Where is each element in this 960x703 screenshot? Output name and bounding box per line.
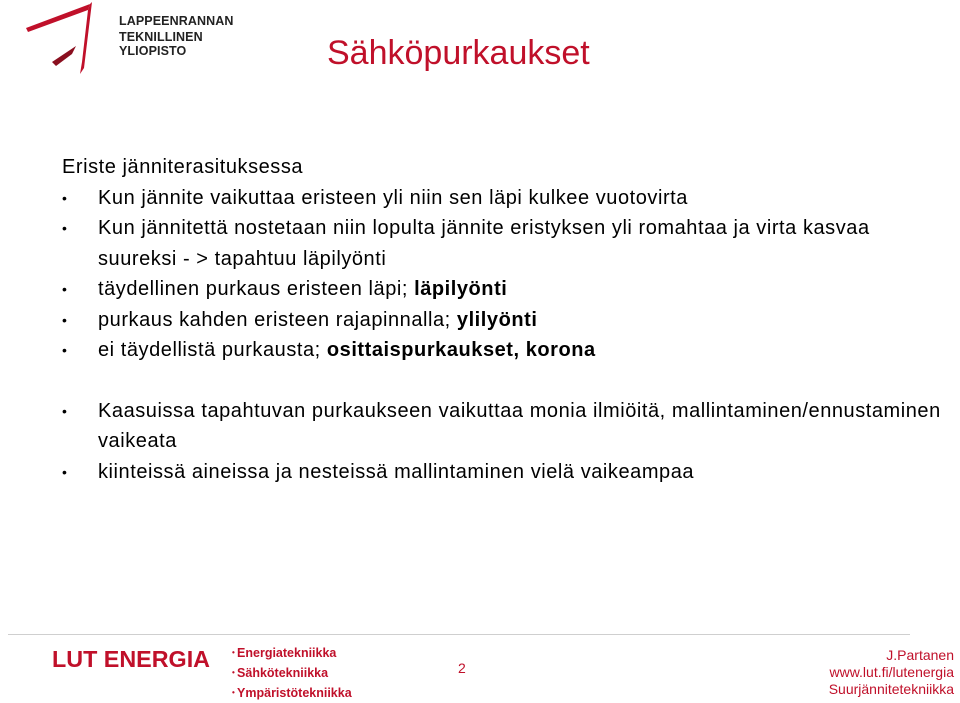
slide-content	[62, 152, 942, 487]
bullet-text: ei täydellistä purkausta;	[98, 339, 327, 361]
bullet-list-1	[62, 183, 942, 366]
bullet-text: purkaus kahden eristeen rajapinnalla;	[98, 308, 457, 331]
bullet-text: Kun jännitettä nostetaan niin lopulta jännite eristyksen yli romahtaa ja virta kasvaa suureksi - > tapahtuu läpilyönti	[98, 217, 870, 270]
bullet-list-2	[62, 396, 942, 488]
bullet-text: Kun jännite vaikuttaa eristeen yli niin sen läpi kulkee vuotovirta	[98, 186, 688, 209]
department-environmental: • Ympäristötekniikka	[232, 683, 352, 703]
lead-text: Eriste jänniterasituksessa	[62, 156, 304, 178]
unit-name: Suurjännitetekniikka	[828, 681, 954, 697]
bullet-dot-icon: •	[62, 220, 68, 236]
footer-divider	[8, 634, 910, 635]
bullet-dot-icon: •	[62, 402, 68, 419]
bullet-text: täydellinen purkaus eristeen läpi;	[98, 278, 415, 300]
bullet-dot-icon: •	[62, 342, 68, 358]
bullet-emphasis: ylilyönti	[456, 308, 538, 331]
bullet-item	[62, 183, 942, 214]
page-number: 2	[458, 660, 466, 676]
department-list	[232, 643, 352, 703]
author-block	[829, 647, 954, 698]
author-name: J.Partanen	[886, 647, 954, 663]
slide-title: Sähköpurkaukset	[327, 34, 590, 72]
bullet-item	[62, 335, 942, 366]
lut-energia-logo	[52, 647, 212, 671]
department-energy: • Energiatekniikka	[232, 643, 352, 663]
bullet-item	[62, 274, 942, 305]
lut-energia-logo-text: LUT ENERGIA	[52, 647, 210, 671]
university-name-line2: TEKNILLINEN YLIOPISTO	[119, 30, 203, 58]
bullet-dot-icon: •	[62, 311, 68, 328]
bullet-emphasis: osittaispurkaukset, korona	[326, 339, 596, 361]
department-electrical: • Sähkötekniikka	[232, 663, 352, 683]
bullet-dot-icon: •	[62, 281, 68, 297]
bullet-dot-icon: •	[62, 463, 68, 480]
bullet-dot-icon: •	[62, 189, 68, 206]
bullet-item	[62, 457, 942, 488]
bullet-text: Kaasuissa tapahtuvan purkaukseen vaikuttaa monia ilmiöitä, mallintaminen/ennustaminen vaikeata	[98, 399, 941, 452]
bullet-emphasis: läpilyönti	[414, 278, 508, 300]
website-link[interactable]: www.lut.fi/lutenergia	[829, 664, 954, 680]
bullet-item	[62, 213, 942, 274]
university-emblem-icon	[22, 2, 122, 74]
university-logo	[22, 2, 252, 74]
bullet-item	[62, 396, 942, 457]
bullet-item	[62, 305, 942, 336]
bullet-text: kiinteissä aineissa ja nesteissä mallintaminen vielä vaikeampaa	[98, 460, 695, 483]
university-name-line1: LAPPEENRANNAN	[119, 14, 234, 28]
